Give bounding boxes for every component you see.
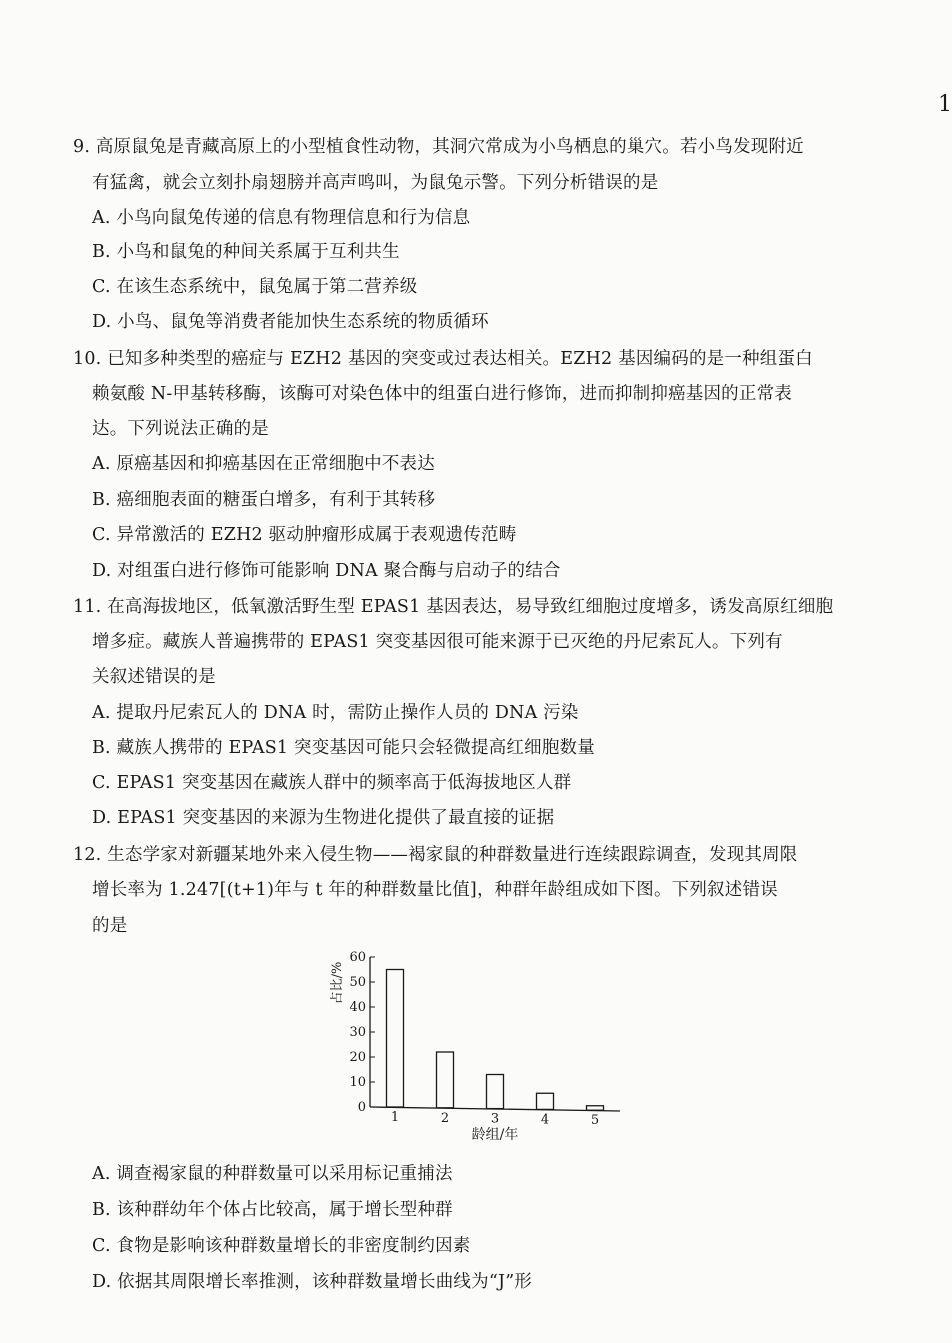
bar: [587, 1106, 604, 1110]
q12-option-a: A. 调查褐家鼠的种群数量可以采用标记重捕法: [92, 1164, 453, 1184]
x-tick-label: 2: [440, 1110, 450, 1126]
q10-option-d: D. 对组蛋白进行修饰可能影响 DNA 聚合酶与启动子的结合: [92, 561, 561, 581]
q12-option-d: D. 依据其周限增长率推测，该种群数量增长曲线为“J”形: [92, 1272, 533, 1292]
y-tick-label: 50: [349, 975, 366, 990]
q10-option-a: A. 原癌基因和抑癌基因在正常细胞中不表达: [92, 454, 435, 474]
x-tick-label: 5: [590, 1113, 600, 1129]
q12-stem-line: 12. 生态学家对新疆某地外来入侵生物——褐家鼠的种群数量进行连续跟踪调查，发现其周限: [73, 845, 798, 865]
bar: [537, 1093, 554, 1109]
q9-option-a: A. 小鸟向鼠兔传递的信息有物理信息和行为信息: [92, 208, 471, 228]
bar: [437, 1052, 454, 1108]
q11-option-c: C. EPAS1 突变基因在藏族人群中的频率高于低海拔地区人群: [92, 773, 572, 793]
q11-option-b: B. 藏族人携带的 EPAS1 突变基因可能只会轻微提高红细胞数量: [92, 738, 595, 758]
q9-option-d: D. 小鸟、鼠兔等消费者能加快生态系统的物质循环: [92, 312, 489, 332]
age-structure-chart: [315, 945, 635, 1145]
q12-stem-line: 的是: [92, 916, 128, 936]
q12-option-c: C. 食物是影响该种群数量增长的非密度制约因素: [92, 1236, 471, 1256]
q10-stem-line: 赖氨酸 N-甲基转移酶，该酶可对染色体中的组蛋白进行修饰，进而抑制抑癌基因的正常表: [92, 384, 792, 404]
q10-option-b: B. 癌细胞表面的糖蛋白增多，有利于其转移: [92, 490, 436, 510]
q11-stem-line: 增多症。藏族人普遍携带的 EPAS1 突变基因很可能来源于已灭绝的丹尼索瓦人。下列有: [92, 632, 783, 652]
q11-option-d: D. EPAS1 突变基因的来源为生物进化提供了最直接的证据: [92, 808, 555, 828]
y-tick-label: 40: [349, 1000, 366, 1015]
x-tick-label: 4: [540, 1112, 550, 1128]
bar: [387, 970, 404, 1108]
q12-option-b: B. 该种群幼年个体占比较高，属于增长型种群: [92, 1200, 453, 1220]
y-tick-label: 0: [357, 1100, 366, 1115]
y-tick-label: 30: [349, 1025, 366, 1040]
q9-stem-line: 有猛禽，就会立刻扑扇翅膀并高声鸣叫，为鼠兔示警。下列分析错误的是: [92, 173, 659, 193]
x-tick-label: 1: [390, 1110, 400, 1125]
y-tick-label: 20: [349, 1050, 366, 1065]
q12-stem-line: 增长率为 1.247[(t+1)年与 t 年的种群数量比值]，种群年龄组成如下图。下列叙述错误: [92, 880, 778, 900]
q11-stem-line: 11. 在高海拔地区，低氧激活野生型 EPAS1 基因表达，易导致红细胞过度增多，诱发高原红细胞: [73, 597, 834, 617]
y-axis-label: 占比/%: [330, 961, 345, 1005]
q11-stem-line: 关叙述错误的是: [92, 667, 216, 687]
x-axis-label: 龄组/年: [471, 1127, 519, 1143]
q10-stem-line: 10. 已知多种类型的癌症与 EZH2 基因的突变或过表达相关。EZH2 基因编码的是一种组蛋白: [73, 349, 813, 369]
y-tick-label: 10: [349, 1075, 366, 1090]
q9-option-c: C. 在该生态系统中，鼠兔属于第二营养级: [92, 277, 418, 297]
q9-stem-line: 9. 高原鼠兔是青藏高原上的小型植食性动物，其洞穴常成为小鸟栖息的巢穴。若小鸟发现附近: [73, 137, 804, 157]
page-number: 1: [938, 92, 952, 117]
q10-option-c: C. 异常激活的 EZH2 驱动肿瘤形成属于表观遗传范畴: [92, 525, 517, 545]
q10-stem-line: 达。下列说法正确的是: [92, 419, 269, 439]
y-tick-label: 60: [349, 950, 366, 965]
bar: [487, 1075, 504, 1109]
q11-option-a: A. 提取丹尼索瓦人的 DNA 时，需防止操作人员的 DNA 污染: [92, 703, 579, 723]
q9-option-b: B. 小鸟和鼠兔的种间关系属于互利共生: [92, 242, 400, 262]
x-tick-label: 3: [490, 1111, 500, 1127]
x-axis: [370, 1107, 620, 1111]
